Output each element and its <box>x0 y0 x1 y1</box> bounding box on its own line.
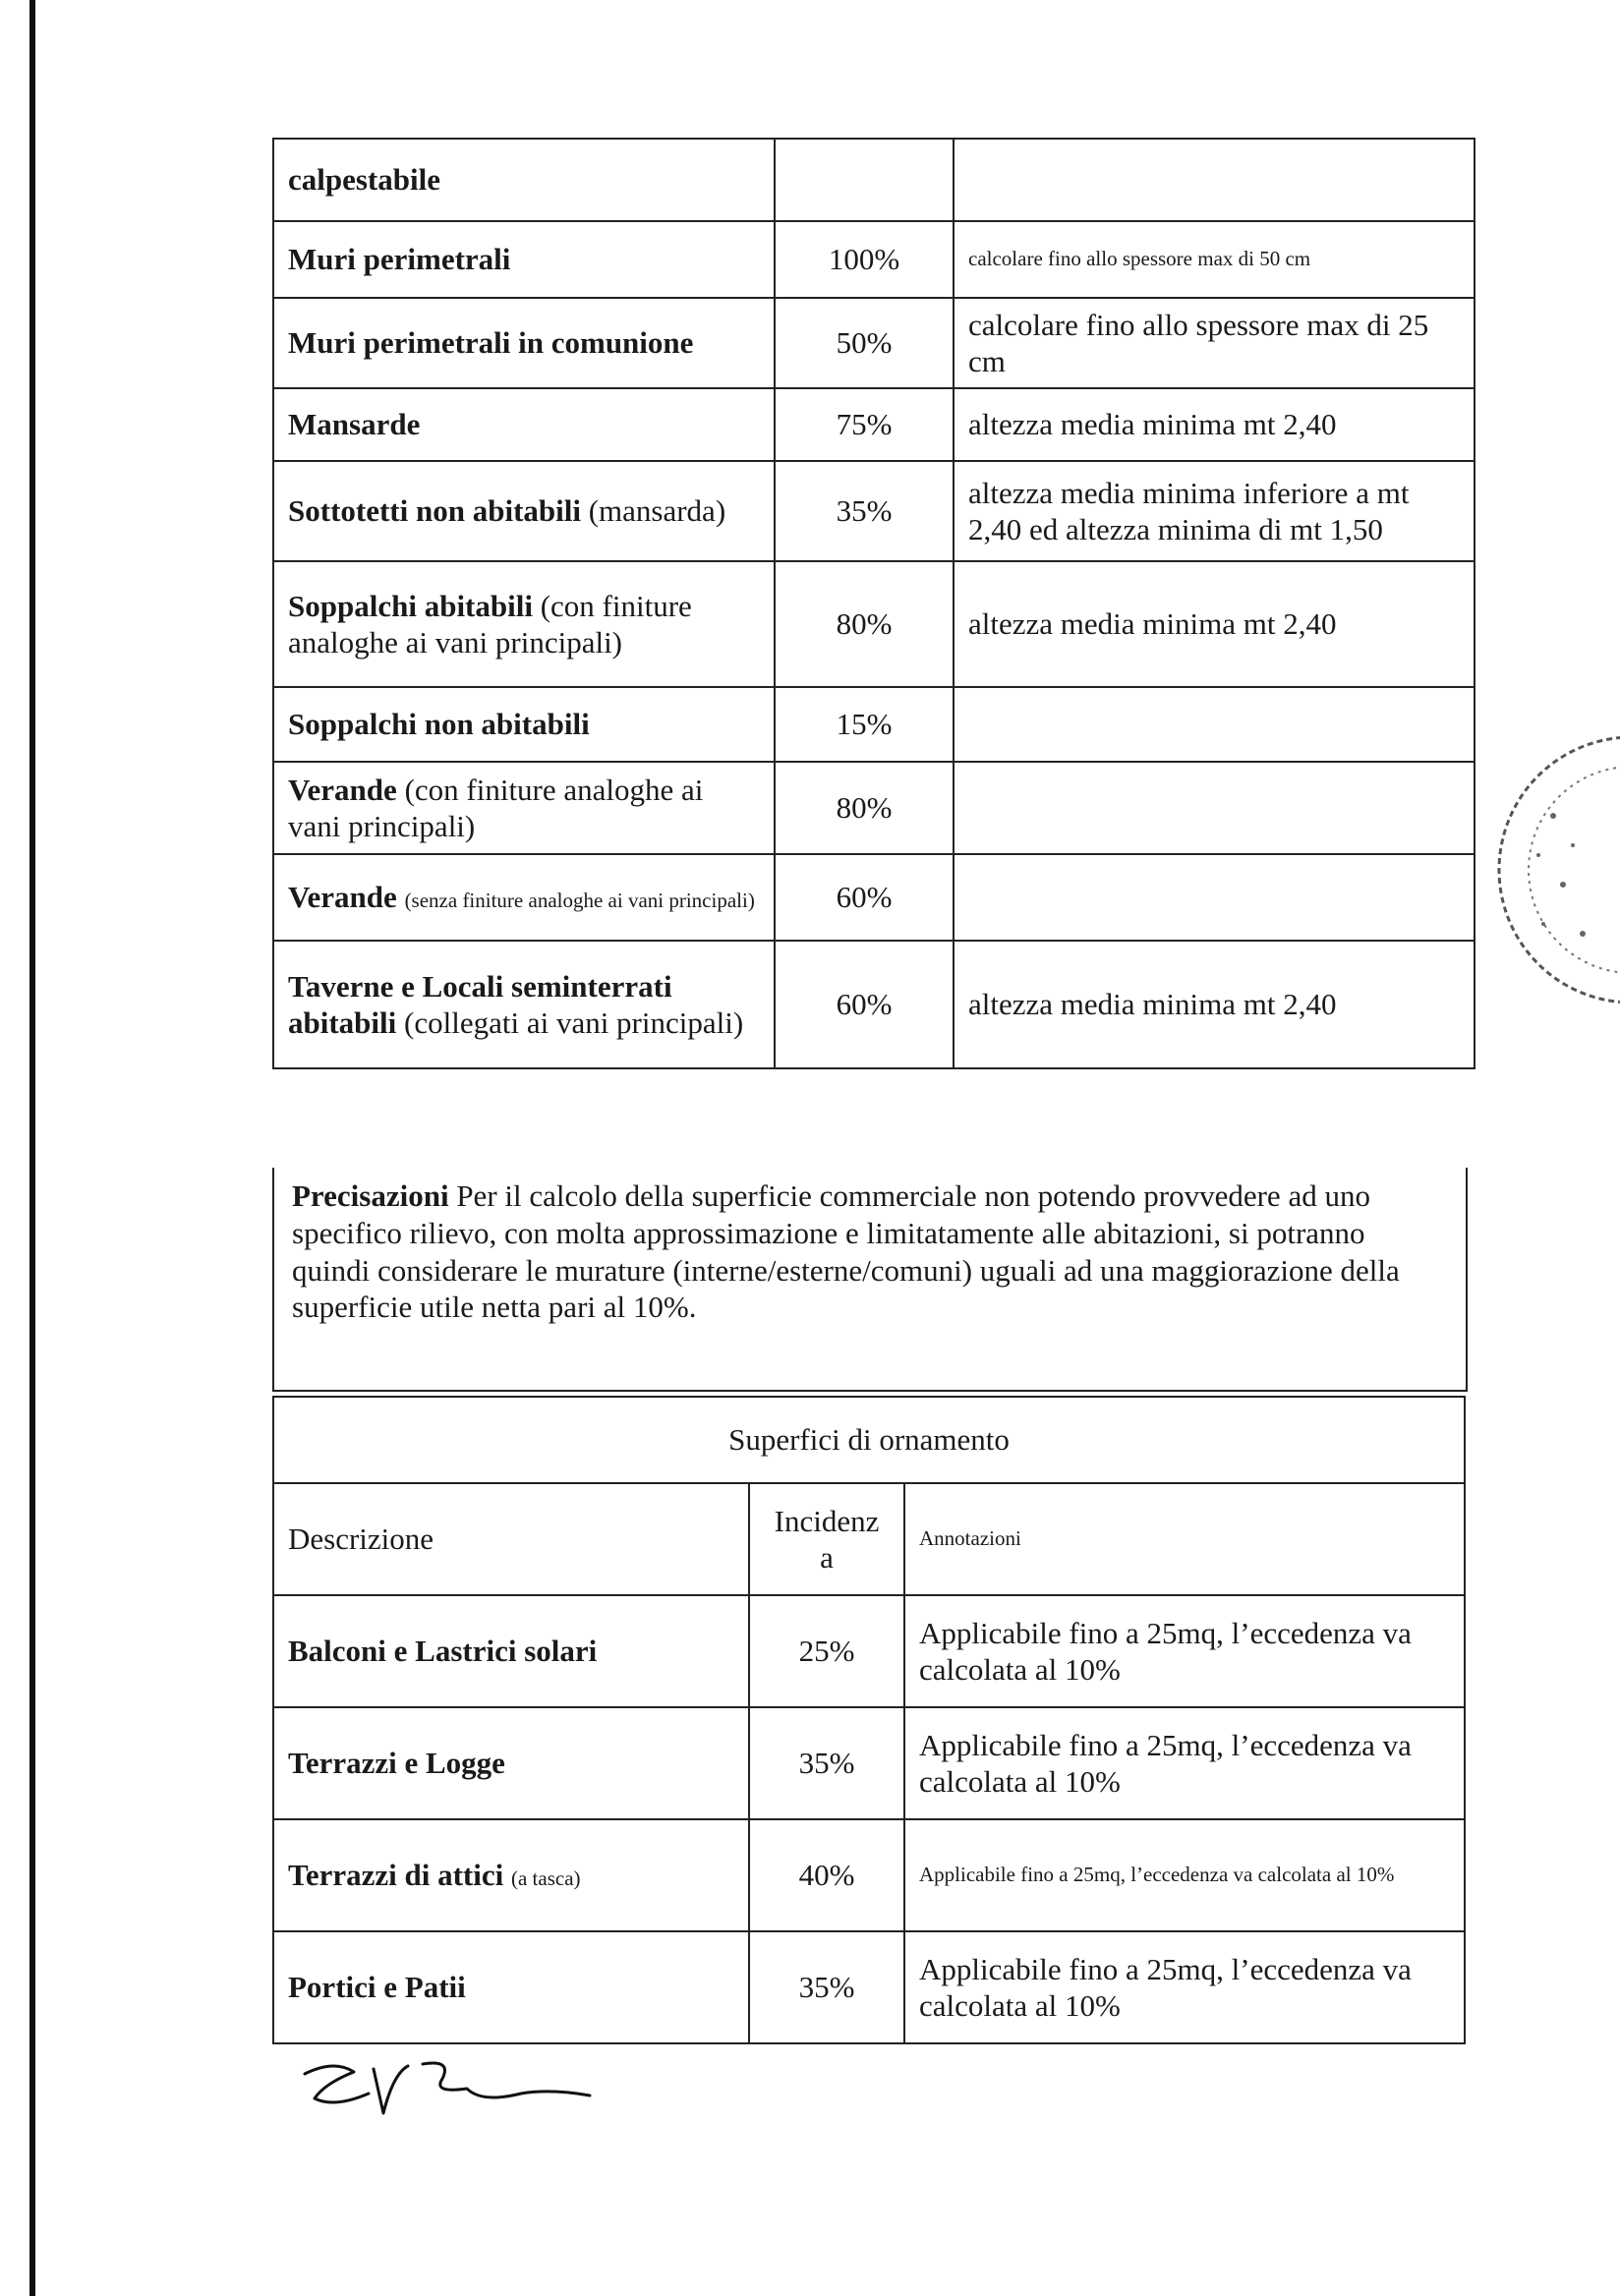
row-percent: 75% <box>775 388 954 461</box>
row-percent: 80% <box>775 762 954 854</box>
ornament-header-row <box>273 1483 1465 1595</box>
scan-edge-bar <box>29 0 35 2296</box>
row-label <box>273 1707 749 1819</box>
table-row <box>273 1595 1465 1707</box>
table-row <box>273 221 1475 298</box>
row-label <box>273 388 775 461</box>
row-label-extra-small: (senza finiture analoghe ai vani principali) <box>404 889 755 913</box>
row-note: Applicabile fino a 25mq, l’eccedenza va calcolata al 10% <box>904 1931 1465 2043</box>
row-label-bold: Muri perimetrali in comunione <box>288 325 694 361</box>
row-label-bold: Terrazzi di attici <box>288 1858 504 1893</box>
row-note: altezza media minima inferiore a mt 2,40 ed altezza minima di mt 1,50 <box>954 461 1475 561</box>
row-label-bold: Muri perimetrali <box>288 242 511 277</box>
row-label <box>273 941 775 1068</box>
ornament-table-title: Superfici di ornamento <box>273 1397 1465 1483</box>
ornament-surfaces-table <box>272 1396 1466 2044</box>
precisazioni-text: Per il calcolo della superficie commerciale non potendo provvedere ad uno specifico rilievo, con molta approssimazione e limitatamente alle abitazioni, si potranno quindi considerare le murature (interne/esterne/comuni) uguali ad una maggiorazione della superficie utile netta pari al 10%. <box>292 1178 1400 1325</box>
row-percent: 25% <box>749 1595 904 1707</box>
row-label <box>273 687 775 762</box>
header-notes: Annotazioni <box>904 1483 1465 1595</box>
row-label-extra: (mansarda) <box>588 493 726 529</box>
row-label <box>273 461 775 561</box>
row-label <box>273 139 775 221</box>
row-label-extra: (collegati ai vani principali) <box>404 1005 744 1040</box>
table-row <box>273 854 1475 941</box>
row-label-bold: Soppalchi non abitabili <box>288 707 590 742</box>
table-row <box>273 388 1475 461</box>
row-label <box>273 221 775 298</box>
row-label-bold: Balconi e Lastrici solari <box>288 1634 598 1669</box>
row-label <box>273 762 775 854</box>
row-note: Applicabile fino a 25mq, l’eccedenza va calcolata al 10% <box>904 1707 1465 1819</box>
table-row <box>273 461 1475 561</box>
row-label <box>273 1819 749 1931</box>
row-label-small: (a tasca) <box>510 1866 581 1891</box>
row-label-bold: Soppalchi abitabili <box>288 588 533 623</box>
row-label <box>273 298 775 388</box>
row-note: calcolare fino allo spessore max di 25 cm <box>954 298 1475 388</box>
table-row <box>273 298 1475 388</box>
row-percent: 80% <box>775 561 954 687</box>
official-stamp-partial <box>1494 727 1620 1012</box>
row-label <box>273 1595 749 1707</box>
table-row <box>273 762 1475 854</box>
row-label-bold: Terrazzi e Logge <box>288 1746 505 1781</box>
row-percent: 60% <box>775 941 954 1068</box>
header-incidence: Incidenz a <box>749 1483 904 1595</box>
row-label-bold: calpestabile <box>288 162 440 198</box>
row-note: calcolare fino allo spessore max di 50 cm <box>954 221 1475 298</box>
row-note: Applicabile fino a 25mq, l’eccedenza va calcolata al 10% <box>904 1819 1465 1931</box>
table-row <box>273 1931 1465 2043</box>
table-row <box>273 687 1475 762</box>
row-label <box>273 1931 749 2043</box>
table-row <box>273 941 1475 1068</box>
row-percent: 35% <box>749 1931 904 2043</box>
row-percent <box>775 139 954 221</box>
row-note: altezza media minima mt 2,40 <box>954 561 1475 687</box>
row-label-bold: Verande <box>288 880 397 915</box>
area-coefficients-table <box>272 138 1475 1069</box>
row-percent: 100% <box>775 221 954 298</box>
ornament-title-row <box>273 1397 1465 1483</box>
row-note: altezza media minima mt 2,40 <box>954 388 1475 461</box>
row-percent: 15% <box>775 687 954 762</box>
row-label-bold: Portici e Patii <box>288 1970 466 2005</box>
row-label-extra: (con finiture analoghe ai vani principali) <box>288 772 704 843</box>
row-label-bold: Sottotetti non abitabili <box>288 493 581 529</box>
row-note <box>954 687 1475 762</box>
header-description: Descrizione <box>273 1483 749 1595</box>
row-note <box>954 762 1475 854</box>
precisazioni-label: Precisazioni <box>292 1178 449 1213</box>
row-percent: 35% <box>775 461 954 561</box>
row-label-bold: Taverne e Locali seminterrati abitabili <box>288 968 672 1040</box>
row-percent: 35% <box>749 1707 904 1819</box>
table-row <box>273 139 1475 221</box>
table-row <box>273 1707 1465 1819</box>
row-note: Applicabile fino a 25mq, l’eccedenza va calcolata al 10% <box>904 1595 1465 1707</box>
table-row <box>273 561 1475 687</box>
row-label-bold: Mansarde <box>288 407 421 442</box>
handwritten-signature <box>295 2054 600 2133</box>
row-percent: 60% <box>775 854 954 941</box>
row-note <box>954 139 1475 221</box>
row-label-extra: (con finiture analoghe ai vani principali) <box>288 588 692 660</box>
row-note: altezza media minima mt 2,40 <box>954 941 1475 1068</box>
row-label-bold: Verande <box>288 772 397 807</box>
row-note <box>954 854 1475 941</box>
row-label <box>273 854 775 941</box>
row-percent: 40% <box>749 1819 904 1931</box>
row-label <box>273 561 775 687</box>
table-row <box>273 1819 1465 1931</box>
precisazioni-note <box>272 1168 1468 1392</box>
row-percent: 50% <box>775 298 954 388</box>
